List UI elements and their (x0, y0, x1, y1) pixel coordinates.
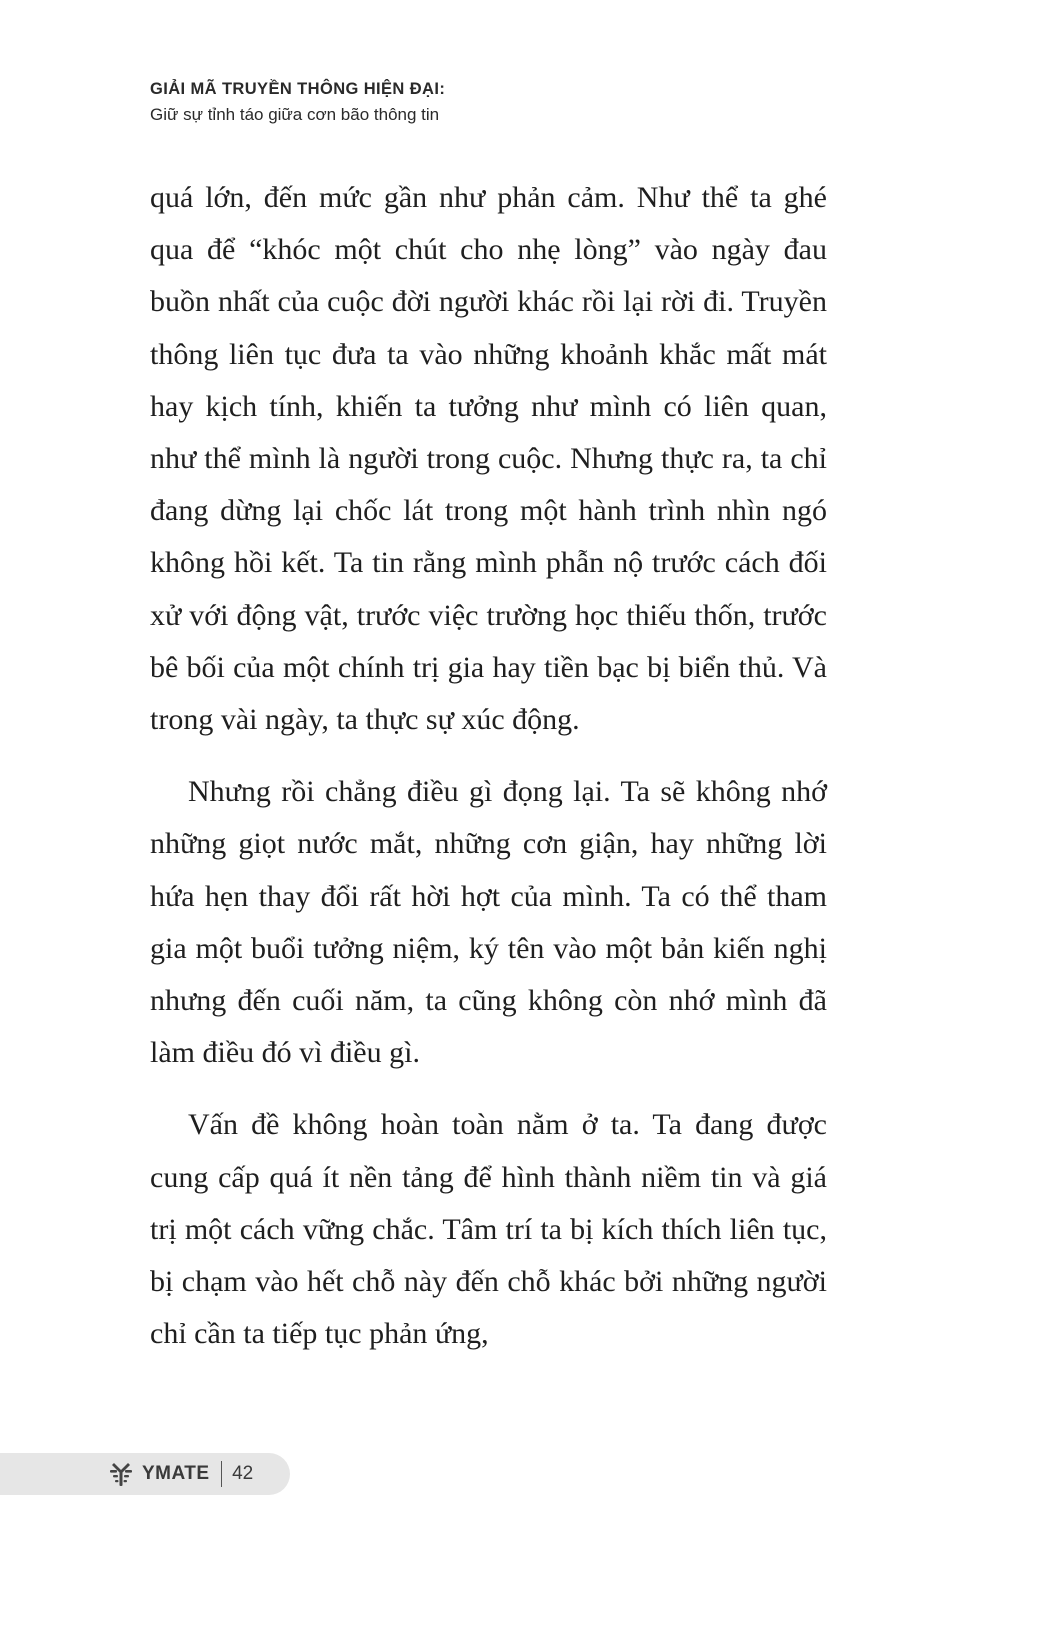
paragraph-3: Vấn đề không hoàn toàn nằm ở ta. Ta đang được cung cấp quá ít nền tảng để hình thành niềm tin và giá trị một cách vững chắc. Tâm trí ta bị kích thích liên tục, bị chạm vào hết chỗ này đến chỗ khác bởi những người chỉ cần ta tiếp tục phản ứng, (150, 1108, 827, 1351)
page-number: 42 (232, 1463, 254, 1484)
body-text (150, 172, 827, 1360)
running-header (150, 78, 910, 127)
paragraph-2: Nhưng rồi chẳng điều gì đọng lại. Ta sẽ không nhớ những giọt nước mắt, những cơn giận, hay những lời hứa hẹn thay đổi rất hời hợt của mình. Ta có thể tham gia một buổi tưởng niệm, ký tên vào một bản kiến nghị nhưng đến cuối năm, ta cũng không còn nhớ mình đã làm điều đó vì điều gì. (150, 775, 827, 1070)
page-footer (0, 1453, 290, 1495)
book-subtitle: Giữ sự tỉnh táo giữa cơn bão thông tin (150, 105, 440, 124)
ymate-logo-icon (106, 1459, 136, 1489)
footer-divider (221, 1461, 223, 1487)
paragraph-1: quá lớn, đến mức gần như phản cảm. Như thể ta ghé qua để “khóc một chút cho nhẹ lòng” vào ngày đau buồn nhất của cuộc đời người khác rồi lại rời đi. Truyền thông liên tục đưa ta vào những khoảnh khắc mất mát hay kịch tính, khiến ta tưởng như mình có liên quan, như thể mình là người trong cuộc. Nhưng thực ra, ta chỉ đang dừng lại chốc lát trong một hành trình nhìn ngó không hồi kết. Ta tin rằng mình phẫn nộ trước cách đối xử với động vật, trước việc trường học thiếu thốn, trước bê bối của một chính trị gia hay tiền bạc bị biển thủ. Và trong vài ngày, ta thực sự xúc động. (150, 181, 827, 737)
book-title: GIẢI MÃ TRUYỀN THÔNG HIỆN ĐẠI: (150, 80, 446, 98)
brand-name: YMATE (142, 1463, 210, 1484)
